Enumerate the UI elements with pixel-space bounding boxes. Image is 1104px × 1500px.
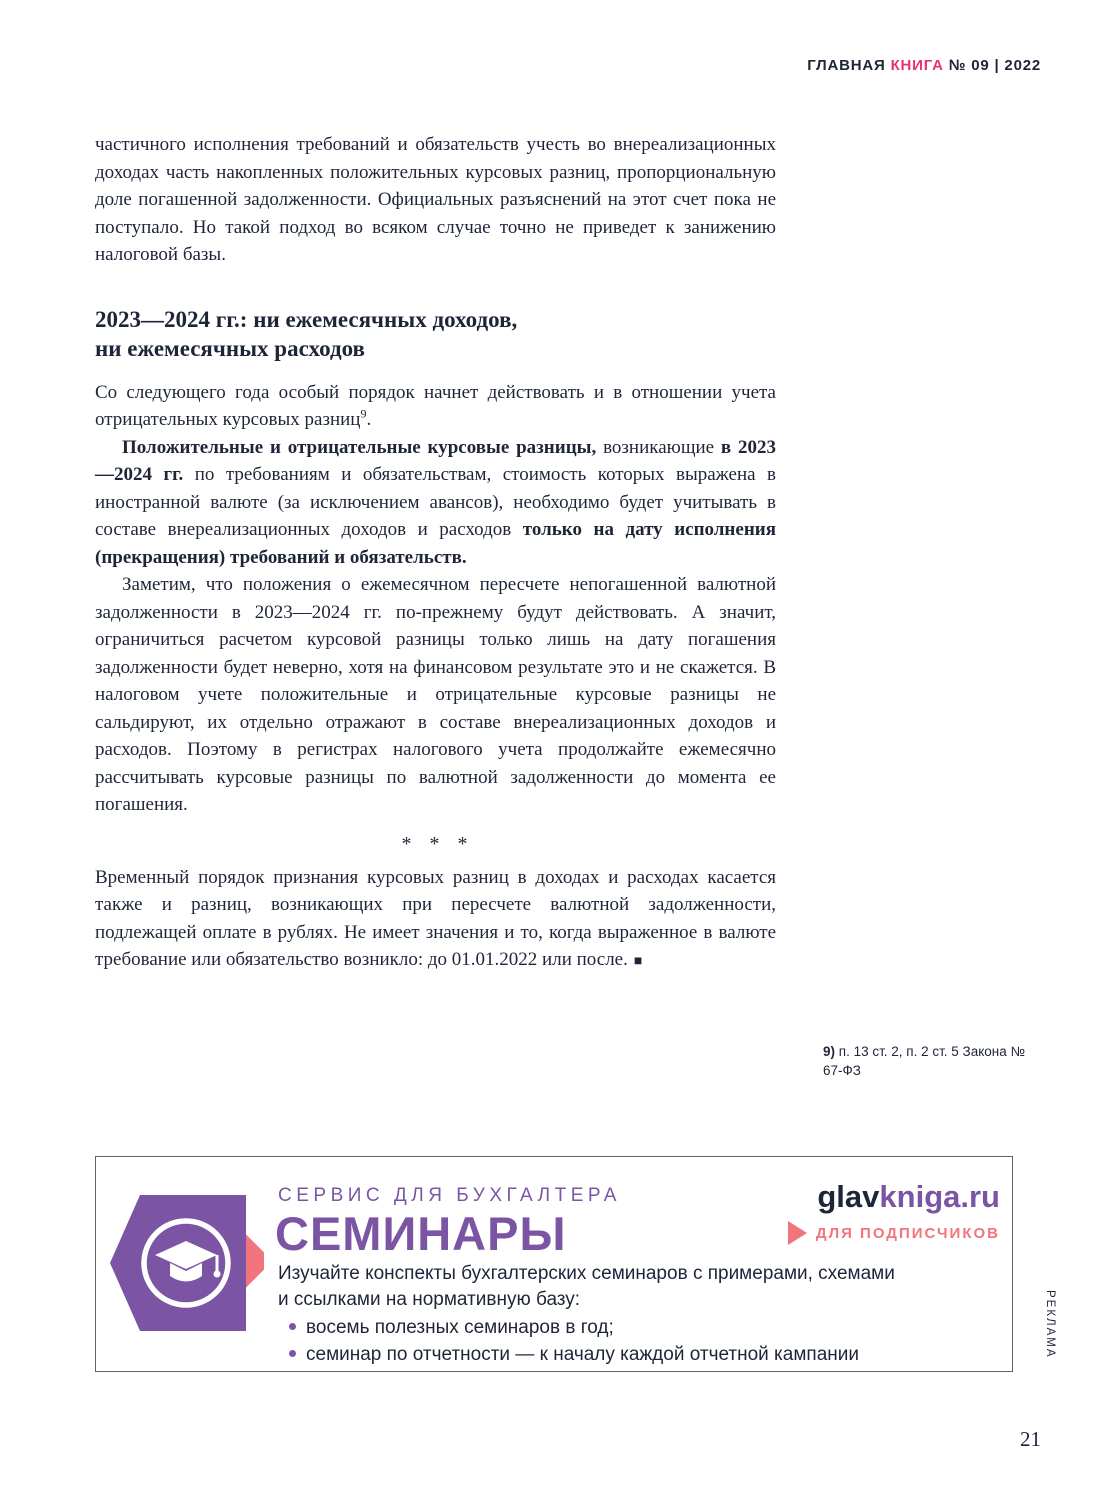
footnote-9 [823,1042,1035,1080]
ad-banner[interactable] [95,1156,1013,1372]
paragraph-lead: частичного исполнения требований и обязательств учесть во внереализационных доходах часть накопленных положительных курсовых разниц, пропорциональную доле погашенной задолженности. Официальных разъяснений на этот счет пока не поступало. Но такой подход во всяком случае точно не приведет к занижению налоговой базы. [95,134,776,265]
ad-vertical-label: РЕКЛАМА [1044,1290,1056,1359]
closing-text: Временный порядок признания курсовых разниц в доходах и расходах касается также и разниц, возникающих при пересчете валютной задолженности, подлежащей оплате в рублях. Не имеет значения и то, когда выраженное в валюте требование или обязательство возникло: до 01.01.2022 или после. [95,866,776,970]
ad-bullet-item-2 [289,1341,859,1368]
rule-bold-2: в 2023—2024 гг. [95,436,776,485]
paragraph-closing [95,864,776,976]
graduation-cap-icon [104,1183,264,1343]
ad-description-line2: и ссылками на нормативную базу: [278,1289,581,1310]
bullet-dot-icon [289,1323,296,1330]
ad-title: СЕМИНАРЫ [275,1207,567,1260]
ad-kicker: СЕРВИС ДЛЯ БУХГАЛТЕРА [278,1185,621,1206]
play-arrow-icon [788,1221,807,1245]
rule-bold-3: только на дату исполнения (прекращения) требований и обязательств. [95,519,776,568]
seminars-logo [104,1183,264,1343]
paragraph-intro-tail: . [366,409,372,430]
rule-text-1: возникающие [596,436,721,458]
section-heading-line1: 2023—2024 гг.: ни ежемесячных доходов, [95,306,518,332]
page-number: 21 [1020,1427,1041,1451]
ad-description-line1: Изучайте конспекты бухгалтерских семинаров с примерами, схемами [278,1263,895,1284]
section-divider: * * * [401,832,470,855]
ad-description [278,1261,1018,1313]
footnote-text: п. 13 ст. 2, п. 2 ст. 5 Закона № 67-ФЗ [823,1044,1025,1078]
article-body [95,131,776,976]
site-link-kniga: kniga.ru [879,1179,1000,1214]
site-link-glav: glav [817,1179,880,1214]
paragraph-note: Заметим, что положения о ежемесячном пересчете непогашенной валютной задолженности в 2023—2024 гг. по-прежнему будут действовать. А значит, ограничиться расчетом курсовой разницы только лишь на дату погашения задолженности будет неверно, хотя на финансовом результате это и не скажется. В налоговом учете положительные и отрицательные курсовые разницы не сальдируют, их отдельно отражают в составе внереализационных доходов и расходов. Поэтому в регистрах налогового учета продолжайте ежемесячно рассчитывать курсовые разницы по валютной задолженности до момента ее погашения. [95,574,776,815]
magazine-title-dark: ГЛАВНАЯ [807,57,891,74]
rule-text-2: по требованиям и обязательствам, стоимость которых выражена в иностранной валюте (за исключением авансов), необходимо будет учитывать в составе внереализационных доходов и расходов [95,464,776,540]
site-link[interactable] [817,1179,1000,1215]
footnote-ref-9: 9 [360,406,367,421]
section-heading [95,305,776,363]
ad-bullet-item-1 [289,1314,859,1341]
paragraph-intro [95,379,776,434]
subscribers-label: ДЛЯ ПОДПИСЧИКОВ [815,1224,1000,1242]
section-heading-line2: ни ежемесячных расходов [95,335,365,361]
ad-bullet-text-2: семинар по отчетности — к началу каждой отчетной кампании [306,1344,859,1365]
paragraph-rule [95,434,776,572]
paragraph-intro-text: Со следующего года особый порядок начнет действовать и в отношении учета отрицательных курсовых разниц [95,381,776,430]
footnote-marker: 9) [823,1044,836,1059]
rule-bold-1: Положительные и отрицательные курсовые разницы, [122,436,597,458]
page-header [807,57,1041,74]
ad-bullet-list [289,1314,859,1368]
end-mark: ■ [633,954,643,969]
magazine-title-pink: КНИГА [890,57,944,74]
bullet-dot-icon [289,1350,296,1357]
issue-number: № 09 | 2022 [943,57,1041,74]
ad-bullet-text-1: восемь полезных семинаров в год; [306,1317,614,1338]
subscribers-badge [788,1221,1000,1245]
